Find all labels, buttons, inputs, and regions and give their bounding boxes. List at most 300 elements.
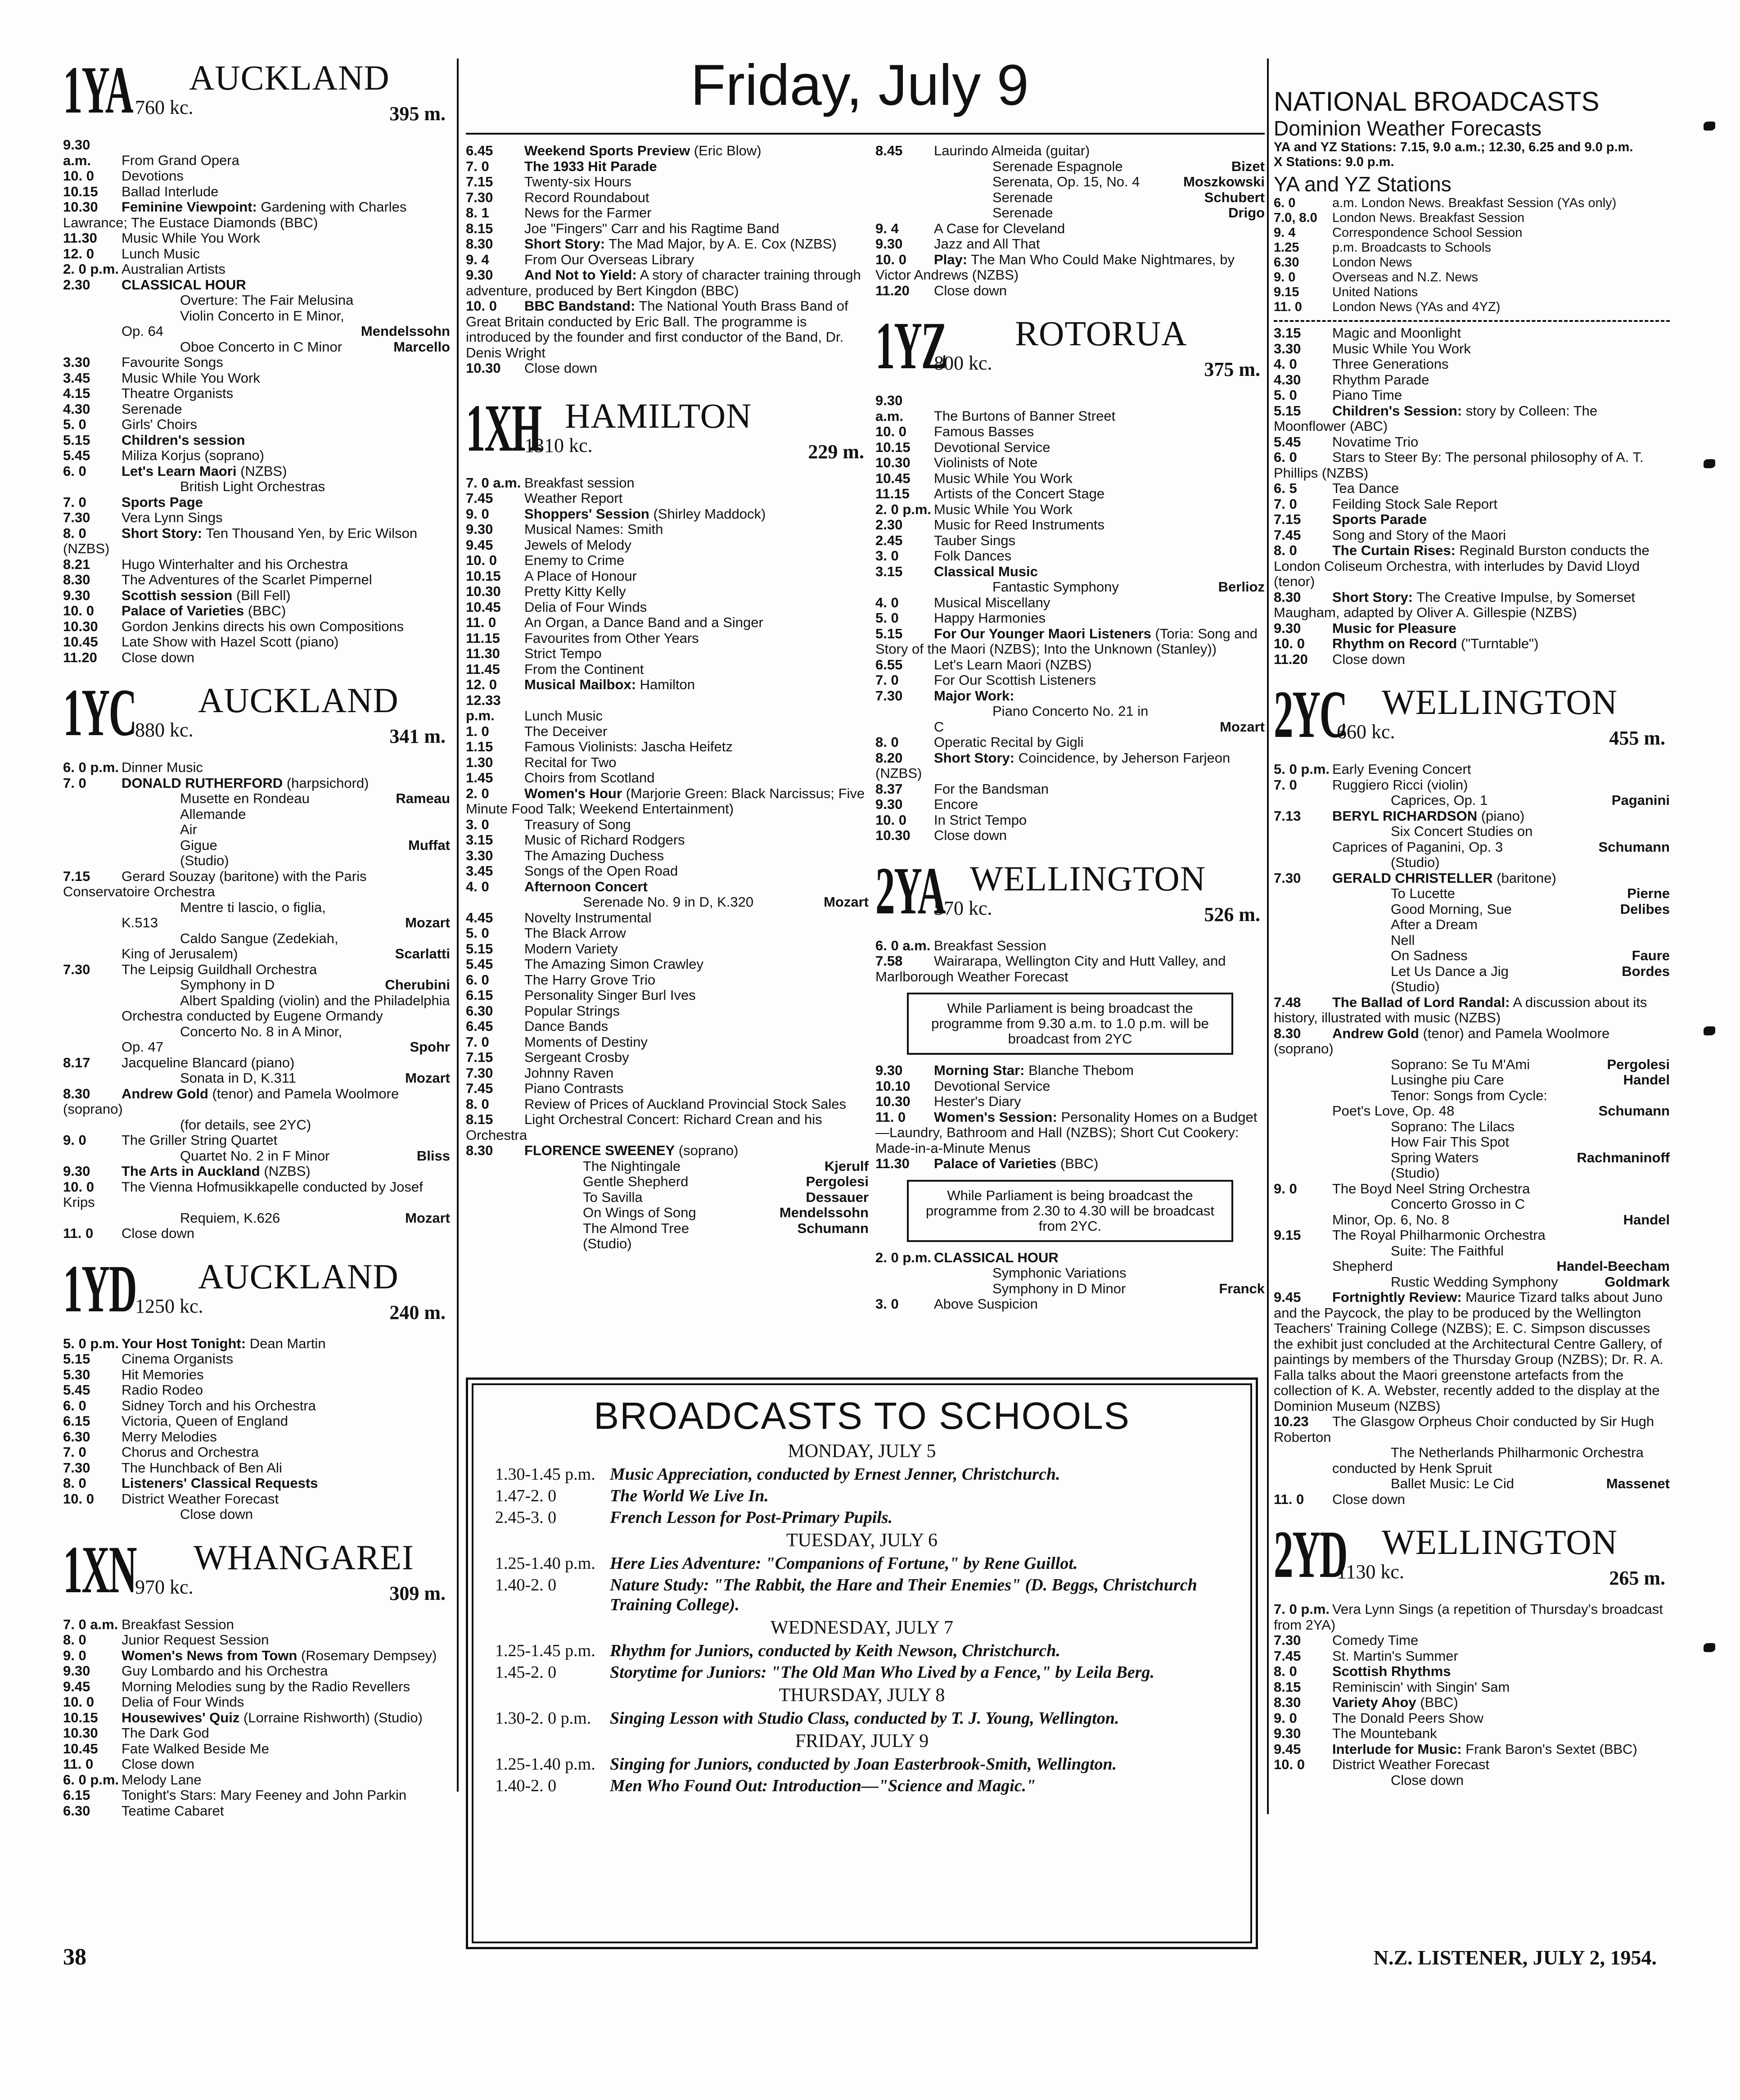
programme-title: Jewels of Melody — [524, 537, 631, 553]
programme-time: 7.30 — [1274, 1632, 1301, 1648]
composer-name: Handel — [1623, 1072, 1670, 1088]
programme-title: Choirs from Scotland — [524, 770, 655, 786]
programme-highlight: The Ballad of Lord Randal: — [1332, 994, 1510, 1010]
national-item — [1274, 300, 1670, 315]
programme-title: Ruggiero Ricci (violin) — [1332, 777, 1468, 793]
station-name: WELLINGTON — [1382, 682, 1618, 722]
programme-item — [63, 1460, 450, 1476]
programme-item — [63, 1429, 450, 1445]
programme-highlight: CLASSICAL HOUR — [934, 1249, 1059, 1265]
programme-title: A Case for Cleveland — [934, 220, 1065, 236]
programme-title: The Amazing Simon Crawley — [524, 956, 703, 972]
programme-item — [1274, 886, 1670, 902]
programme-item — [63, 386, 450, 402]
programme-item — [875, 455, 1265, 471]
programme-time: 11. 0 — [1274, 1491, 1304, 1507]
programme-item — [875, 548, 1265, 564]
programme-time: 10.30 — [63, 618, 98, 634]
programme-item — [63, 1772, 450, 1788]
programme-title: Miliza Korjus (soprano) — [122, 447, 264, 463]
programme-time: 11.20 — [63, 649, 97, 665]
programme-time: 5.15 — [63, 432, 90, 448]
programme-time: 7. 0 — [466, 1034, 489, 1050]
programme-item — [63, 277, 450, 293]
programme-title: Piano Concerto No. 21 in C — [934, 703, 1149, 735]
station-wavelength: 375 m. — [1204, 358, 1260, 380]
programme-item — [466, 252, 869, 268]
programme-item — [466, 848, 869, 864]
programme-time: 4.30 — [63, 401, 90, 417]
programme-item — [1274, 1119, 1670, 1135]
programme-title: Cinema Organists — [122, 1351, 234, 1367]
programme-item — [466, 615, 869, 631]
schools-time: 1.25-1.45 p.m. — [495, 1641, 595, 1660]
programme-title: Three Generations — [1332, 356, 1449, 372]
station-name: ROTORUA — [1015, 314, 1187, 353]
programme-title: Songs of the Open Road — [524, 863, 678, 879]
programme-title: After a Dream — [1391, 917, 1478, 932]
programme-item — [875, 143, 1265, 159]
programme-time: 6.30 — [63, 1428, 90, 1445]
station-wavelength: 526 m. — [1204, 903, 1260, 926]
programme-title: Modern Variety — [524, 940, 618, 957]
programme-time: 7. 0 — [63, 494, 86, 510]
programme-title: District Weather Forecast — [1332, 1757, 1490, 1772]
schools-description: Here Lies Adventure: "Companions of Fortune," by Rene Guillot. — [610, 1554, 1078, 1573]
composer-name: Franck — [1219, 1280, 1265, 1296]
programme-time: 11.30 — [466, 646, 500, 661]
programme-time: 2.30 — [63, 276, 90, 293]
programme-highlight: Women's Hour — [524, 785, 622, 801]
programme-time: 10.45 — [63, 1740, 98, 1757]
programme-item — [875, 283, 1265, 299]
programme-title: Serenade — [122, 401, 182, 417]
station-call-sign: 1YD — [63, 1251, 136, 1326]
programme-title: Sonata in D, K.311 — [180, 1070, 296, 1086]
programme-time: 3.30 — [466, 847, 493, 863]
programme-item — [875, 828, 1265, 844]
schools-description: Singing Lesson with Studio Class, conducted by T. J. Young, Wellington. — [610, 1709, 1119, 1728]
programme-list — [63, 1336, 450, 1522]
programme-title: Coincidence, by Jeherson Farjeon (NZBS) — [875, 750, 1231, 781]
programme-title: Correspondence School Session — [1332, 226, 1523, 240]
programme-time: 7. 0 — [1274, 496, 1297, 512]
programme-time: 8.30 — [466, 236, 493, 252]
programme-item — [875, 626, 1265, 657]
programme-item — [63, 137, 450, 168]
programme-item — [1274, 1711, 1670, 1726]
programme-title: Musette en Rondeau — [180, 790, 310, 806]
programme-time: 3.45 — [466, 863, 493, 879]
programme-item — [466, 863, 869, 879]
programme-time: 9. 0 — [1274, 1180, 1297, 1197]
programme-title: Joe "Fingers" Carr and his Ragtime Band — [524, 220, 780, 236]
programme-time: 7. 0 a.m. — [63, 1616, 118, 1632]
programme-time: 6. 0 p.m. — [63, 759, 119, 775]
schools-row — [468, 1464, 1256, 1484]
programme-highlight: Andrew Gold — [122, 1085, 208, 1102]
programme-item — [875, 938, 1265, 954]
programme-highlight: Children's Session: — [1332, 402, 1462, 419]
programme-item — [466, 1143, 869, 1159]
composer-name: Pergolesi — [1607, 1056, 1670, 1072]
schools-box — [466, 1377, 1258, 1949]
programme-highlight: Variety Ahoy — [1332, 1694, 1416, 1710]
programme-title: Artists of the Concert Stage — [934, 486, 1105, 501]
programme-title: Gordon Jenkins directs his own Compositions — [122, 618, 404, 634]
station-2yc-header — [1274, 676, 1670, 762]
programme-title: Spring Waters — [1391, 1149, 1479, 1165]
programme-title: p.m. Broadcasts to Schools — [1332, 240, 1491, 255]
programme-title: Johnny Raven — [524, 1065, 614, 1081]
programme-time: 5.45 — [63, 1382, 90, 1398]
programme-title: Teatime Cabaret — [122, 1802, 224, 1819]
programme-title: The Mountebank — [1332, 1725, 1437, 1741]
programme-title: The Harry Grove Trio — [524, 971, 656, 988]
programme-time: 7.45 — [1274, 527, 1301, 543]
programme-time: 11.45 — [466, 661, 500, 677]
programme-item — [875, 252, 1265, 283]
programme-item — [875, 564, 1265, 580]
station-wavelength: 265 m. — [1609, 1567, 1665, 1589]
station-name: WELLINGTON — [970, 858, 1206, 898]
programme-title: Famous Basses — [934, 424, 1034, 439]
programme-item — [1274, 1773, 1670, 1788]
programme-time: 10.45 — [466, 599, 501, 615]
programme-title: From the Continent — [524, 661, 644, 677]
programme-item — [875, 440, 1265, 456]
programme-time: 7.15 — [466, 174, 493, 190]
programme-time: 10. 0 — [63, 168, 94, 184]
composer-name: Moszkowski — [1183, 174, 1265, 190]
programme-title: Early Evening Concert — [1332, 761, 1471, 777]
programme-time: 7. 0 — [63, 775, 86, 791]
programme-title: London News. Breakfast Session — [1332, 211, 1525, 225]
programme-time: 3. 0 — [466, 816, 489, 832]
programme-time: 8.30 — [1274, 589, 1301, 605]
programme-time: 6. 0 — [1274, 196, 1296, 210]
programme-title: Breakfast session — [524, 474, 635, 491]
programme-title: Frank Baron's Sextet (BBC) — [1465, 1741, 1637, 1757]
composer-name: Mozart — [405, 1070, 450, 1086]
programme-title: Close down — [122, 1756, 194, 1772]
programme-list — [1274, 325, 1670, 667]
composer-name: Mozart — [405, 1210, 450, 1226]
programme-item — [63, 262, 450, 277]
programme-item — [1274, 1243, 1670, 1274]
station-name: WHANGAREI — [194, 1537, 414, 1577]
composer-name: Scarlatti — [395, 946, 450, 962]
programme-item — [875, 579, 1265, 595]
programme-time: 9.30 — [63, 587, 90, 603]
programme-item — [63, 1632, 450, 1648]
programme-time: 5. 0 p.m. — [1274, 761, 1330, 777]
station-wavelength: 455 m. — [1609, 727, 1665, 749]
programme-item — [875, 704, 1265, 735]
programme-title: Overseas and N.Z. News — [1332, 270, 1478, 285]
programme-item — [63, 1710, 450, 1726]
programme-list — [875, 1250, 1265, 1312]
programme-highlight: Musical Mailbox: — [524, 677, 636, 692]
station-wavelength: 229 m. — [808, 440, 864, 463]
programme-time: 8.15 — [1274, 1679, 1301, 1695]
programme-title: Pretty Kitty Kelly — [524, 583, 626, 599]
programme-title: (Studio) — [180, 853, 229, 868]
programme-time: 4.15 — [63, 385, 90, 401]
programme-title: The Adventures of the Scarlet Pimpernel — [122, 572, 372, 587]
programme-time: 5.15 — [63, 1351, 90, 1367]
programme-time: 7. 0 — [875, 672, 899, 688]
programme-item — [466, 159, 869, 175]
programme-highlight: And Not to Yield: — [524, 267, 637, 283]
schools-row — [468, 1708, 1256, 1728]
schools-title: BROADCASTS TO SCHOOLS — [594, 1395, 1130, 1437]
programme-title: Mentre ti lascio, o figlia, K.513 — [122, 899, 326, 930]
programme-time: 6.15 — [63, 1787, 90, 1803]
programme-item — [875, 1063, 1265, 1079]
programme-item — [1274, 855, 1670, 871]
programme-item — [1274, 793, 1670, 808]
schools-row — [468, 1508, 1256, 1527]
programme-item — [63, 1694, 450, 1710]
programme-item — [63, 479, 450, 495]
programme-time: 5.30 — [63, 1366, 90, 1382]
programme-title: Favourites from Other Years — [524, 630, 699, 646]
programme-title: (soprano) — [678, 1143, 739, 1158]
programme-title: Music While You Work — [122, 370, 260, 386]
programme-time: 10.30 — [63, 1725, 98, 1741]
programme-highlight: Interlude for Music: — [1332, 1741, 1462, 1757]
programme-time: 9.15 — [1274, 285, 1299, 299]
programme-time: 9.30 a.m. — [875, 393, 904, 424]
programme-time: 4.30 — [1274, 371, 1301, 388]
programme-item — [1274, 621, 1670, 637]
programme-time: 9.30 a.m. — [63, 137, 91, 168]
programme-title: Dean Martin — [249, 1335, 326, 1351]
composer-name: Drigo — [1228, 205, 1265, 221]
national-item — [1274, 226, 1670, 240]
programme-item — [466, 1190, 869, 1206]
parliament-notice: While Parliament is being broadcast the programme from 9.30 a.m. to 1.0 p.m. will be broadcast from 2YC — [907, 993, 1233, 1055]
programme-time: 8.37 — [875, 781, 903, 797]
programme-item — [1274, 1165, 1670, 1181]
programme-item — [63, 619, 450, 635]
programme-item — [63, 199, 450, 230]
programme-title: For the Bandsman — [934, 781, 1049, 797]
programme-item — [63, 1086, 450, 1117]
national-item — [1274, 285, 1670, 300]
programme-item — [875, 1094, 1265, 1110]
programme-time: 11. 0 — [466, 614, 496, 630]
programme-item — [63, 900, 450, 931]
programme-title: Albert Spalding (violin) and the Philadelphia Orchestra conducted by Eugene Ormandy — [122, 992, 450, 1024]
programme-item — [466, 739, 869, 755]
programme-time: 10. 0 — [63, 1490, 94, 1507]
programme-title: To Savilla — [583, 1189, 643, 1205]
programme-time: 4. 0 — [466, 878, 489, 894]
column-rule — [1267, 59, 1269, 1814]
programme-title: Vera Lynn Sings — [122, 510, 223, 525]
programme-item — [1274, 1150, 1670, 1166]
programme-highlight: BBC Bandstand: — [524, 298, 636, 314]
programme-item — [63, 1179, 450, 1210]
column-4 — [1274, 52, 1670, 1788]
programme-item — [1274, 1695, 1670, 1711]
programme-title: From Grand Opera — [122, 152, 239, 168]
programme-time: 10.23 — [1274, 1414, 1309, 1429]
programme-item — [1274, 497, 1670, 512]
programme-time: 2.30 — [875, 517, 903, 533]
programme-time: 8.17 — [63, 1054, 90, 1070]
programme-title: Gerard Souzay (baritone) with the Paris Conservatoire Orchestra — [63, 868, 367, 899]
programme-time: 11.20 — [875, 282, 910, 298]
programme-title: Serenade — [992, 205, 1053, 221]
programme-list — [63, 760, 450, 1242]
programme-title: (harpsichord) — [286, 775, 369, 791]
programme-time: 8.20 — [875, 750, 903, 766]
programme-time: 2. 0 — [466, 785, 489, 801]
programme-time: 3.15 — [466, 832, 493, 848]
schools-row — [468, 1776, 1256, 1796]
programme-highlight: BERYL RICHARDSON — [1332, 808, 1478, 824]
programme-time: 9. 0 — [63, 1647, 86, 1663]
programme-title: Famous Violinists: Jascha Heifetz — [524, 739, 733, 754]
programme-item — [875, 502, 1265, 518]
programme-item — [466, 553, 869, 569]
weather-forecasts-heading: Dominion Weather Forecasts — [1274, 117, 1542, 140]
programme-item — [63, 1663, 450, 1679]
programme-item — [875, 1110, 1265, 1156]
programme-item — [466, 1097, 869, 1112]
programme-title: Piano Time — [1332, 387, 1402, 403]
programme-item — [466, 205, 869, 221]
programme-item — [63, 1133, 450, 1148]
programme-list — [63, 137, 450, 665]
programme-title: Hit Memories — [122, 1366, 204, 1382]
schools-time: 1.45-2. 0 — [495, 1663, 557, 1682]
programme-title: Close down — [1332, 651, 1405, 667]
programme-title: Lunch Music — [122, 245, 200, 262]
programme-item — [466, 1221, 869, 1237]
programme-highlight: Short Story: — [524, 236, 605, 252]
programme-time: 5. 0 — [875, 610, 899, 626]
programme-title: Happy Harmonies — [934, 610, 1046, 626]
programme-item — [63, 1679, 450, 1695]
station-call-sign: 1YC — [63, 675, 136, 750]
programme-item — [1274, 1134, 1670, 1150]
programme-time: 6.45 — [466, 143, 493, 158]
programme-title: Close down — [934, 282, 1007, 298]
schools-time: 1.47-2. 0 — [495, 1486, 557, 1505]
programme-item — [63, 807, 450, 822]
programme-highlight: Housewives' Quiz — [122, 1709, 240, 1725]
programme-title: Oboe Concerto in C Minor — [180, 339, 343, 355]
programme-highlight: Short Story: — [934, 750, 1015, 766]
programme-item — [63, 838, 450, 854]
programme-item — [1274, 372, 1670, 388]
programme-title: The Man Who Could Make Nightmares, by Victor Andrews (NZBS) — [875, 251, 1235, 283]
station-frequency: 1130 kc. — [1337, 1561, 1404, 1583]
programme-title: London News (YAs and 4YZ) — [1332, 300, 1501, 314]
programme-title: Music While You Work — [934, 501, 1073, 517]
programme-title: Maurice Tizard talks about Juno and the Paycock, the play to be produced by the Wellington Teachers' Training College (NZBS); E. C. Simpson discusses the exhibit just concluded at the Architectural Centre Gallery, of paintings by members of the Thursday Group (NZBS); Dr. R. A. Falla talks about the Maori greenstone artefacts from the collection of K. A. Webster, recently added to the display at the Dominion Museum (NZBS) — [1274, 1289, 1664, 1414]
programme-item — [1274, 933, 1670, 948]
programme-title: (BBC) — [1060, 1156, 1099, 1171]
programme-time: 10. 0 — [875, 424, 906, 439]
programme-item — [63, 791, 450, 807]
schools-row — [468, 1554, 1256, 1573]
programme-item — [875, 424, 1265, 440]
programme-time: 7.30 — [875, 687, 903, 704]
programme-title: Blanche Thebom — [1028, 1062, 1134, 1078]
schools-description: Men Who Found Out: Introduction—"Science and Magic." — [610, 1776, 1036, 1795]
programme-title: Gigue — [180, 837, 217, 853]
programme-title: Delia of Four Winds — [524, 599, 647, 615]
programme-time: 6.30 — [63, 1802, 90, 1819]
programme-highlight: Your Host Tonight: — [122, 1335, 246, 1351]
programme-item — [875, 688, 1265, 704]
programme-title: How Fair This Spot — [1391, 1134, 1510, 1150]
programme-time: 6. 0 p.m. — [63, 1771, 119, 1788]
programme-title: Late Show with Hazel Scott (piano) — [122, 634, 339, 650]
programme-time: 11. 0 — [875, 1109, 906, 1125]
programme-highlight: Andrew Gold — [1332, 1025, 1419, 1041]
programme-item — [63, 1226, 450, 1242]
composer-name: Rachmaninoff — [1577, 1149, 1670, 1165]
programme-item — [63, 1757, 450, 1772]
programme-title: Violinists of Note — [934, 455, 1038, 470]
programme-title: The Hunchback of Ben Ali — [122, 1459, 282, 1476]
programme-title: Enemy to Crime — [524, 552, 625, 568]
programme-time: 7. 0 — [1274, 777, 1297, 793]
programme-title: (Marjorie Green: Black Narcissus; Five Minute Food Talk; Weekend Entertainment) — [466, 785, 865, 817]
composer-name: Mozart — [405, 915, 450, 930]
programme-time: 7. 0 a.m. — [466, 474, 521, 491]
programme-time: 9. 0 — [1274, 270, 1296, 285]
programme-item — [466, 910, 869, 926]
programme-time: 9.30 — [1274, 1725, 1301, 1741]
programme-item — [466, 1174, 869, 1190]
station-frequency: 800 kc. — [934, 352, 992, 374]
programme-title: Morning Melodies sung by the Radio Revellers — [122, 1678, 410, 1694]
programme-title: Personality Homes on a Budget—Laundry, Bathroom and Hall (NZBS); Short Cut Cookery: Made-in-a-Minute Menus — [875, 1109, 1258, 1156]
programme-title: A story of character training through adventure, produced by Bert Kingdon (BBC) — [466, 267, 861, 298]
programme-time: 6.55 — [875, 656, 903, 673]
programme-title: District Weather Forecast — [122, 1490, 279, 1507]
schools-day: THURSDAY, JULY 8 — [779, 1685, 945, 1706]
programme-item — [63, 1491, 450, 1507]
programme-time: 10.10 — [875, 1078, 911, 1094]
programme-time: 7.15 — [1274, 511, 1301, 527]
programme-item — [875, 813, 1265, 828]
programme-time: 10.30 — [875, 1093, 911, 1109]
programme-time: 6. 0 — [63, 463, 86, 479]
programme-item — [875, 797, 1265, 813]
programme-item — [63, 370, 450, 386]
programme-title: The Dark God — [122, 1725, 209, 1741]
programme-item — [875, 159, 1265, 175]
programme-item — [875, 1250, 1265, 1266]
programme-title: Good Morning, Sue — [1391, 901, 1512, 917]
programme-item — [1274, 450, 1670, 481]
programme-title: The Deceiver — [524, 723, 608, 739]
programme-highlight: GERALD CHRISTELLER — [1332, 870, 1493, 886]
programme-title: Rustic Wedding Symphony — [1391, 1274, 1558, 1290]
programme-item — [875, 1079, 1265, 1094]
programme-time: 9. 0 — [63, 1132, 86, 1148]
programme-title: (Studio) — [1391, 979, 1440, 994]
programme-title: Moments of Destiny — [524, 1034, 648, 1050]
